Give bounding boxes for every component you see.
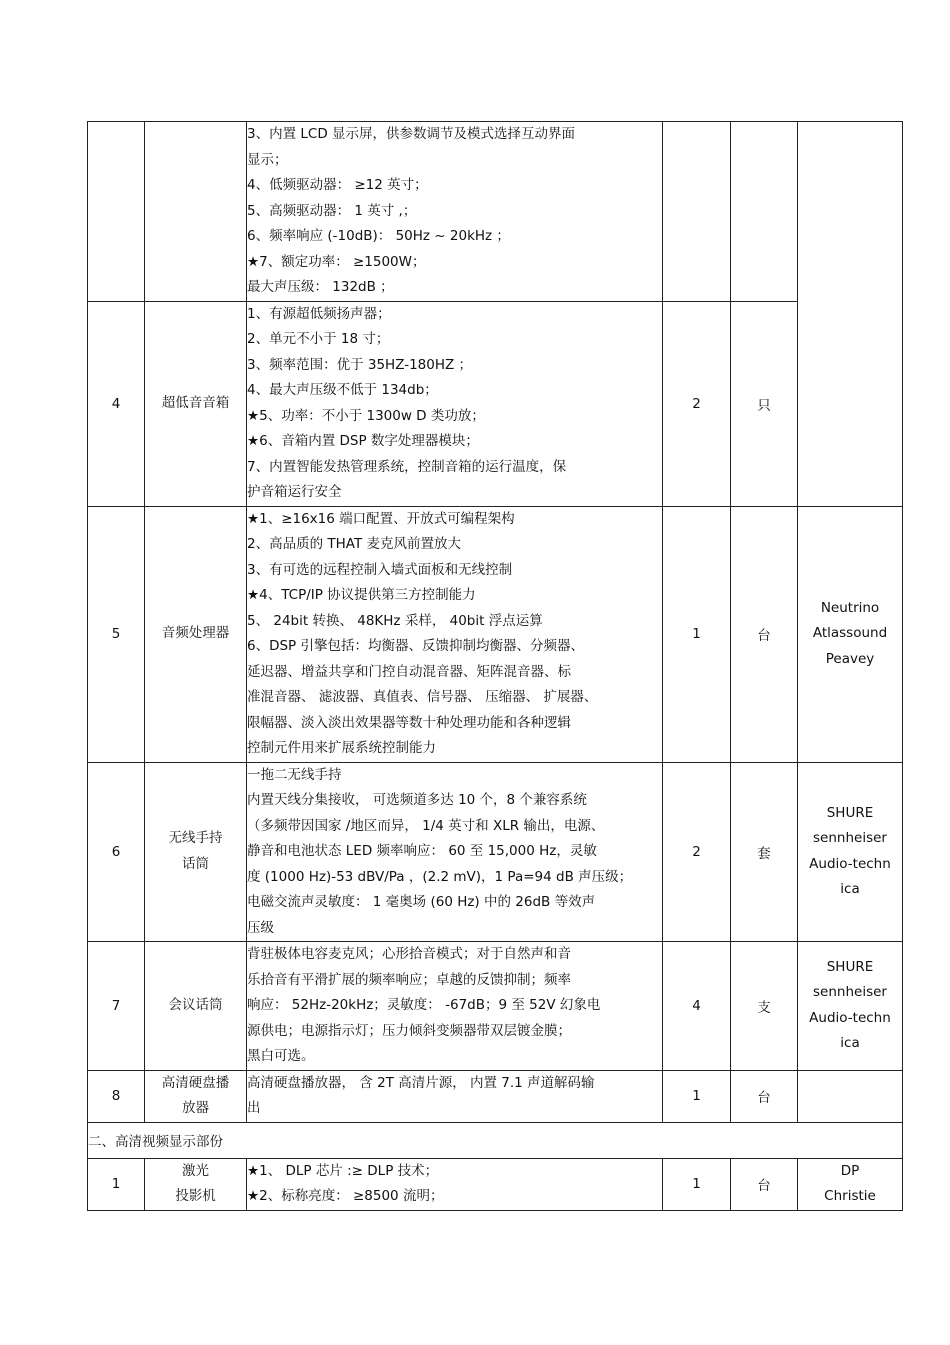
spec-line: 黑白可选。 [247,1048,315,1064]
spec-line: （多频带因国家 /地区而异， 1/4 英寸和 XLR 输出，电源、 [247,817,605,834]
table-body [88,122,903,1211]
spec-line: 5、高频驱动器： 1 英寸 ,； [247,202,417,219]
spec-line: 3、内置 LCD 显示屏，供参数调节及模式选择互动界面 [247,126,576,142]
brand-line: SHURE [826,804,874,821]
item-quantity: 4 [663,942,731,1071]
spec-line: 压级 [247,919,274,936]
brand-line: Neutrino [820,599,880,616]
spec-line: 6、频率响应 (-10dB)： 50Hz ~ 20kHz ； [247,228,510,244]
table-row [88,1158,903,1210]
spec-line: 显示； [247,151,288,168]
spec-line: 度 (1000 Hz)-53 dBV/Pa ，(2.2 mV)，1 Pa=94 dB 声压级； [247,868,633,885]
item-name-line: 投影机 [175,1188,216,1204]
section-row [88,1122,903,1158]
item-unit: 只 [731,301,798,506]
table-row [88,301,903,506]
item-quantity: 2 [663,762,731,942]
item-quantity: 2 [663,301,731,506]
item-unit: 台 [731,506,798,762]
item-brand [798,1070,903,1122]
equipment-spec-table [87,121,903,1211]
brand-line: sennheiser [813,984,887,1001]
spec-line: 响应： 52Hz-20kHz；灵敏度： -67dB；9 至 52V 幻象电 [247,997,601,1013]
table-row [88,762,903,942]
spec-line: 2、高品质的 THAT 麦克风前置放大 [247,536,462,552]
spec-line: 静音和电池状态 LED 频率响应： 60 至 15,000 Hz，灵敏 [247,843,597,859]
item-name [145,1070,247,1122]
spec-line: 最大声压级： 132dB ； [247,279,394,295]
item-number: 7 [88,942,145,1071]
spec-line: 7、内置智能发热管理系统，控制音箱的运行温度，保 [247,458,567,475]
item-brand [798,942,903,1071]
brand-line: SHURE [826,958,874,975]
spec-line: 2、单元不小于 18 寸； [247,331,390,347]
item-brand [798,122,903,507]
item-spec [247,1070,663,1122]
item-brand [798,762,903,942]
item-name-line: 音频处理器 [161,625,230,642]
spec-line: 4、最大声压级不低于 134db； [247,382,438,398]
table-row [88,506,903,762]
item-unit: 台 [731,1070,798,1122]
spec-line: 4、低频驱动器： ≥12 英寸； [247,177,428,193]
spec-line: 乐拾音有平滑扩展的频率响应；卓越的反馈抑制；频率 [247,971,571,988]
brand-line: Atlassound [812,625,888,642]
item-name [145,762,247,942]
brand-line: Peavey [825,650,875,667]
item-name-line: 会议话筒 [168,997,223,1013]
spec-line: 限幅器、淡入淡出效果器等数十种处理功能和各种逻辑 [247,714,571,731]
spec-line: ★1、 DLP 芯片 :≥ DLP 技术； [247,1162,439,1179]
brand-line: Christie [824,1188,876,1204]
item-name-line: 话筒 [182,855,209,872]
item-name [145,122,247,302]
item-name-line: 无线手持 [168,830,223,847]
spec-line: 一拖二无线手持 [247,766,342,783]
table-row [88,1070,903,1122]
brand-line: Audio-techn [809,855,891,872]
item-spec [247,942,663,1071]
brand-line: Audio-techn [809,1009,891,1026]
item-number [88,122,145,302]
spec-line: 控制元件用来扩展系统控制能力 [247,740,436,756]
item-spec [247,506,663,762]
item-name-line: 高清硬盘播 [161,1074,230,1091]
item-name [145,301,247,506]
item-unit: 台 [731,1158,798,1210]
brand-line: sennheiser [813,830,887,847]
brand-line: ica [840,1035,860,1052]
item-unit: 套 [731,762,798,942]
item-name [145,942,247,1071]
table-row [88,122,903,302]
item-brand [798,506,903,762]
item-number: 5 [88,506,145,762]
brand-line: ica [840,881,860,898]
item-spec [247,1158,663,1210]
spec-line: 6、DSP 引擎包括：均衡器、反馈抑制均衡器、分频器、 [247,638,584,654]
item-spec [247,301,663,506]
item-name [145,1158,247,1210]
spec-line: ★5、功率：不小于 1300w D 类功放； [247,407,485,424]
item-name-line: 超低音音箱 [161,394,230,411]
item-spec [247,122,663,302]
section-title: 二、高清视频显示部份 [88,1122,903,1158]
item-quantity: 1 [663,506,731,762]
item-quantity [663,122,731,302]
spec-line: 5、 24bit 转换、 48KHz 采样， 40bit 浮点运算 [247,612,543,629]
item-unit: 支 [731,942,798,1071]
item-quantity: 1 [663,1158,731,1210]
item-name [145,506,247,762]
spec-line: ★6、音箱内置 DSP 数字处理器模块； [247,433,479,449]
table-row [88,942,903,1071]
item-brand [798,1158,903,1210]
item-number: 1 [88,1158,145,1210]
spec-line: 内置天线分集接收， 可选频道多达 10 个，8 个兼容系统 [247,792,587,808]
item-name-line: 激光 [182,1162,209,1179]
item-quantity: 1 [663,1070,731,1122]
item-number: 8 [88,1070,145,1122]
spec-line: 护音箱运行安全 [247,484,342,500]
spec-line: 电磁交流声灵敏度： 1 毫奥场 (60 Hz) 中的 26dB 等效声 [247,894,596,910]
item-name-line: 放器 [182,1100,209,1116]
spec-line: 准混音器、 滤波器、真值表、信号器、 压缩器、 扩展器、 [247,689,598,705]
spec-line: 背驻极体电容麦克风；心形拾音模式；对于自然声和音 [247,946,571,962]
item-unit [731,122,798,302]
spec-line: 源供电；电源指示灯；压力倾斜变频器带双层镀金膜； [247,1022,571,1039]
spec-line: 3、频率范围：优于 35HZ-180HZ ； [247,356,473,373]
spec-line: 延迟器、增益共享和门控自动混音器、矩阵混音器、标 [247,663,571,680]
spec-line: ★1、≥16x16 端口配置、开放式可编程架构 [247,510,515,527]
spec-line: ★4、TCP/IP 协议提供第三方控制能力 [247,587,476,603]
spec-line: 1、有源超低频扬声器； [247,305,391,322]
brand-line: DP [840,1162,860,1179]
item-number: 6 [88,762,145,942]
spec-line: ★7、额定功率： ≥1500W； [247,253,426,270]
spec-line: 出 [247,1100,261,1116]
spec-line: 高清硬盘播放器， 含 2T 高清片源， 内置 7.1 声道解码输 [247,1074,595,1091]
item-number: 4 [88,301,145,506]
item-spec [247,762,663,942]
spec-line: 3、有可选的远程控制入墙式面板和无线控制 [247,561,513,578]
spec-line: ★2、标称亮度： ≥8500 流明； [247,1188,444,1204]
